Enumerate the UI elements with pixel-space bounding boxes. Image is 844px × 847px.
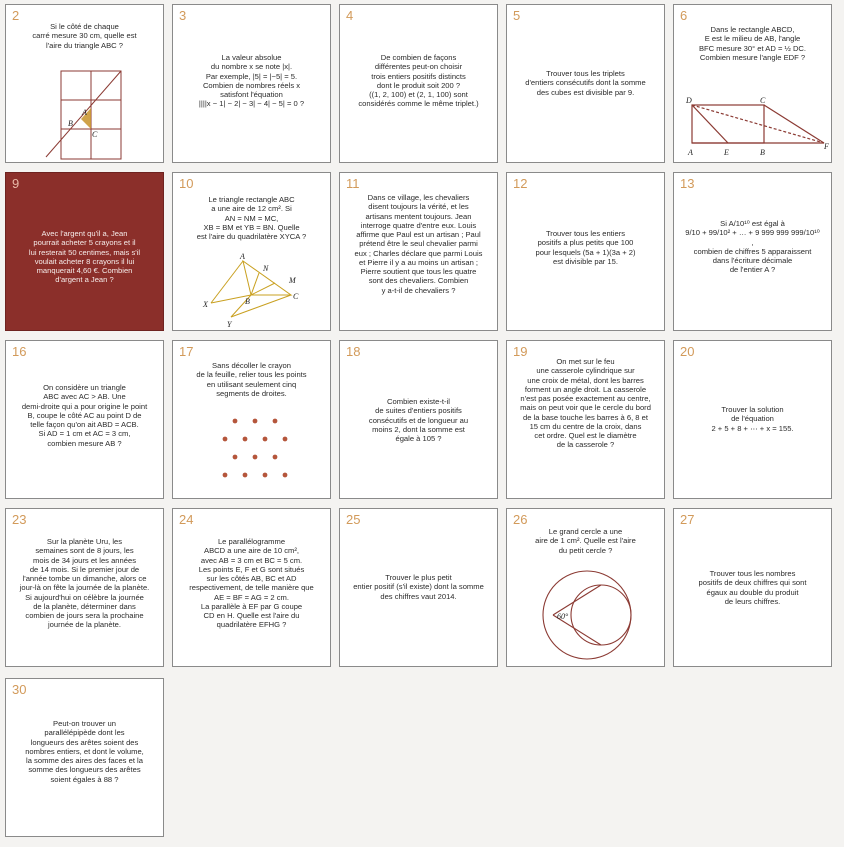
card-number: 10 (179, 176, 194, 191)
card-text: On met sur le feu une casserole cylindrique sur une croix de métal, dont les barres forment un angle droit. La casserole n'est pas posée exactement au centre, mais on peut voir que le cercle du bord de la base touche les barres à 6, 8 et 15 cm du centre de la croix, dans cet ordre. Quel est le diamètre de la casserole ? (520, 357, 651, 450)
label-f: F (824, 142, 829, 151)
grid-triangle-figure (6, 5, 164, 163)
card-text: La valeur absolue du nombre x se note |x|. Par exemple, |5| = |−5| = 5. Combien de nombres réels x satisfont l'équation ||||x − 1| − 2| − 3| − 4| − 5| = 0 ? (198, 53, 305, 109)
card-number: 18 (346, 344, 361, 359)
card-12 (506, 172, 665, 331)
card-number: 24 (179, 512, 194, 527)
card-18 (339, 340, 498, 499)
card-number: 19 (513, 344, 528, 359)
card-16 (5, 340, 164, 499)
card-number: 27 (680, 512, 695, 527)
card-number: 11 (346, 176, 360, 191)
rectangle-figure (674, 5, 832, 163)
card-text: Peut-on trouver un parallélépipède dont les longueurs des arêtes soient des nombres entiers, et dont le volume, la somme des aires des faces et la somme des longueurs des arêtes soient égales à 88 ? (25, 719, 144, 784)
card-text: Si A/10¹⁰ est égal à 9/10 + 99/10² + … + 9 999 999 999/10¹⁰ , combien de chiffres 5 apparaissent dans l'écriture décimale de l'entier A ? (685, 219, 820, 275)
card-text: Le grand cercle a une aire de 1 cm². Quelle est l'aire du petit cercle ? (535, 527, 636, 555)
card-text: De combien de façons différentes peut-on choisir trois entiers positifs distincts dont le produit soit 200 ? ((1, 2, 100) et (2, 1, 100) sont considérés comme le même triplet.) (358, 53, 479, 109)
card-text: Dans ce village, les chevaliers disent toujours la vérité, et les artisans mentent toujours. Jean interroge quatre d'entre eux. Louis affirme que Paul est un artisan ; Paul prétend être le seul chevalier parmi eux ; Charles déclare que parmi Louis et Pierre il y a au moins un artisan ; Pierre soutient que tous les quatre sont des chevaliers. Combien y a-t-il de chevaliers ? (354, 193, 483, 295)
angle-label: 60° (557, 612, 569, 621)
card-number: 25 (346, 512, 361, 527)
card-number: 12 (513, 176, 528, 191)
card-13 (673, 172, 832, 331)
card-text: On considère un triangle ABC avec AC > AB. Une demi-droite qui a pour origine le point B, coupe le côté AC au point D de telle façon qu'on ait ABD = ACB. Si AD = 1 cm et AC = 3 cm, combien mesure AB ? (21, 383, 148, 448)
card-26 (506, 508, 665, 667)
card-number: 4 (346, 8, 354, 23)
label-b: B (760, 148, 765, 157)
card-30 (5, 678, 164, 837)
card-text: Trouver tous les entiers positifs a plus petits que 100 pour lesquels (5a + 1)(3a + 2) est divisible par 15. (535, 229, 636, 266)
label-c: C (92, 130, 98, 139)
card-11 (339, 172, 498, 331)
card-3 (172, 4, 331, 163)
card-10 (172, 172, 331, 331)
label-y: Y (227, 320, 232, 329)
card-number: 16 (12, 344, 27, 359)
label-m: M (289, 276, 296, 285)
card-text: Dans le rectangle ABCD, E est le milieu de AB, l'angle BFC mesure 30° et AD = ½ DC. Combien mesure l'angle EDF ? (698, 25, 807, 62)
card-text: Trouver le plus petit entier positif (s'il existe) dont la somme des chiffres vaut 2014. (353, 573, 484, 601)
card-number: 23 (12, 512, 27, 527)
card-5 (506, 4, 665, 163)
label-d: D (686, 96, 692, 105)
card-text: Trouver tous les nombres positifs de deux chiffres qui sont égaux au double du produit de leurs chiffres. (698, 569, 807, 606)
card-4 (339, 4, 498, 163)
card-text: Le parallélogramme ABCD a une aire de 10 cm², avec AB = 3 cm et BC = 5 cm. Les points E, F et G sont situés sur les côtés AB, BC et AD respectivement, de telle manière que AE = BF = AG = 2 cm. La parallèle à EF par G coupe CD en H. Quelle est l'aire du quadrilatère EFHG ? (189, 537, 314, 630)
triangle-figure (173, 173, 331, 331)
card-text: Si le côté de chaque carré mesure 30 cm, quelle est l'aire du triangle ABC ? (32, 22, 137, 50)
card-19 (506, 340, 665, 499)
card-text: Combien existe-t-il de suites d'entiers positifs consécutifs et de longueur au moins 2, dont la somme est égale à 105 ? (368, 397, 469, 443)
card-number: 9 (12, 176, 20, 191)
card-text: Le triangle rectangle ABC a une aire de 12 cm². Si AN = NM = MC, XB = BM et YB = BN. Quelle est l'aire du quadrilatère XYCA ? (196, 195, 307, 241)
card-number: 13 (680, 176, 695, 191)
label-a: A (82, 108, 87, 117)
label-b: B (245, 297, 250, 306)
card-20 (673, 340, 832, 499)
card-17 (172, 340, 331, 499)
card-text: Sans décoller le crayon de la feuille, relier tous les points en utilisant seulement cinq segments de droites. (196, 361, 307, 398)
card-number: 2 (12, 8, 20, 23)
card-9 (5, 172, 164, 331)
card-24 (172, 508, 331, 667)
card-27 (673, 508, 832, 667)
circles-figure (507, 509, 665, 667)
card-number: 26 (513, 512, 528, 527)
card-number: 5 (513, 8, 521, 23)
card-number: 17 (179, 344, 194, 359)
dot-grid-figure (173, 341, 331, 499)
card-2 (5, 4, 164, 163)
label-a: A (688, 148, 693, 157)
card-25 (339, 508, 498, 667)
label-x: X (203, 300, 208, 309)
label-n: N (263, 264, 269, 273)
card-text: Sur la planète Uru, les semaines sont de 8 jours, les mois de 34 jours et les années de 14 mois. Si le premier jour de l'année tombe un dimanche, alors ce jour-là on fête la journée de la planète. Si aujourd'hui on célèbre la journée de la planète, déterminer dans combien de jours sera la prochaine journée de la planète. (19, 537, 150, 630)
card-number: 6 (680, 8, 688, 23)
label-c: C (293, 292, 299, 301)
card-number: 20 (680, 344, 695, 359)
label-b: B (68, 119, 73, 128)
card-number: 3 (179, 8, 187, 23)
label-c: C (760, 96, 766, 105)
card-text: Avec l'argent qu'il a, Jean pourrait acheter 5 crayons et il lui resterait 50 centimes, mais s'il voulait acheter 8 crayons il lui manquerait 4,60 €. Combien d'argent a Jean ? (28, 229, 141, 285)
label-e: E (724, 148, 729, 157)
label-a: A (240, 252, 245, 261)
card-6 (673, 4, 832, 163)
card-text: Trouver la solution de l'équation 2 + 5 + 8 + ⋯ + x = 155. (711, 405, 794, 433)
card-number: 30 (12, 682, 27, 697)
card-23 (5, 508, 164, 667)
card-text: Trouver tous les triplets d'entiers consécutifs dont la somme des cubes est divisible par 9. (525, 69, 646, 97)
